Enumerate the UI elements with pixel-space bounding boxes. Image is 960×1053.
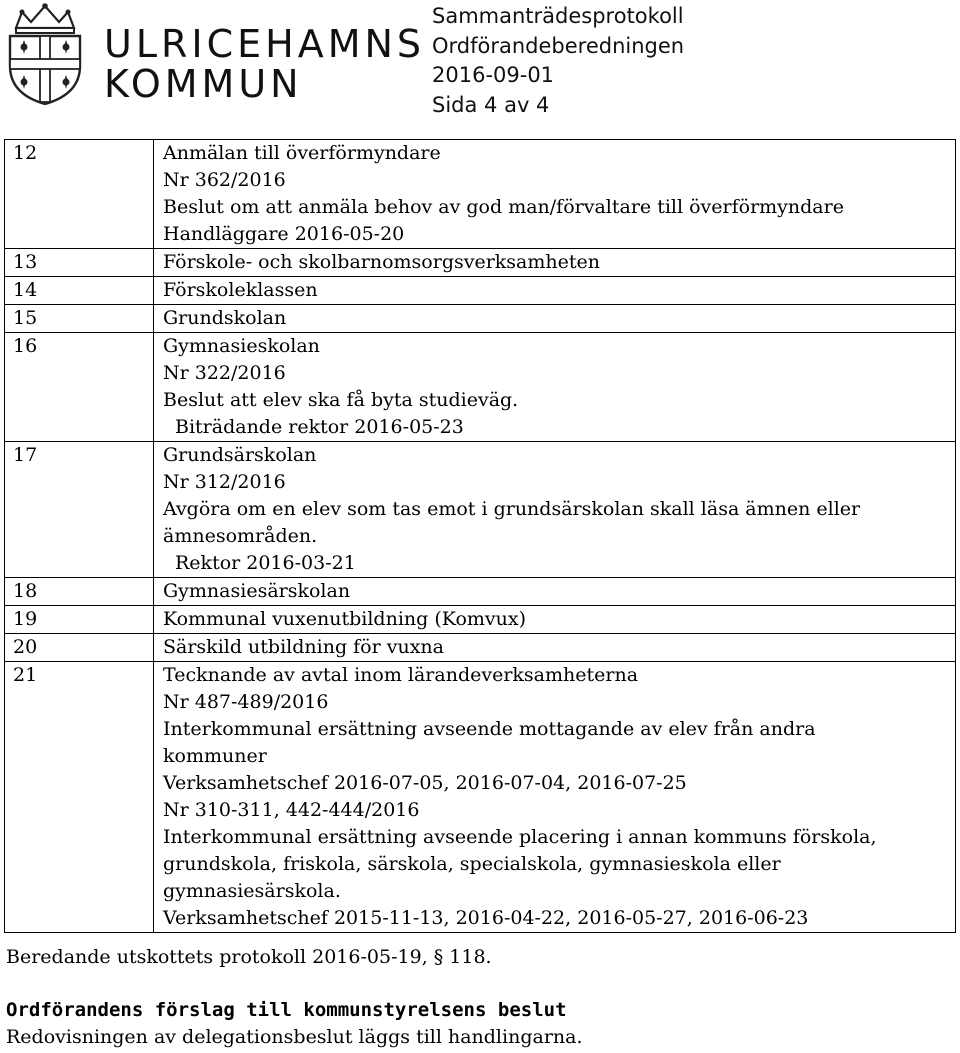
row-detail-line: kommuner <box>163 745 267 767</box>
proposal-text: Redovisningen av delegationsbeslut läggs till handlingarna. <box>6 1026 583 1048</box>
table-row <box>5 305 956 333</box>
row-title: Gymnasieskolan <box>163 335 320 357</box>
table-row <box>5 578 956 606</box>
table-row <box>5 634 956 662</box>
row-description <box>154 442 956 578</box>
table-row <box>5 662 956 933</box>
delegation-table <box>4 139 956 933</box>
document-meta <box>432 2 684 120</box>
row-detail-line: Interkommunal ersättning avseende placering i annan kommuns förskola, <box>163 826 877 848</box>
row-number: 14 <box>5 277 154 305</box>
row-detail-line: ämnesområden. <box>163 525 318 547</box>
preparatory-committee-text: Beredande utskottets protokoll 2016-05-19, § 118. <box>6 946 492 968</box>
proposal-heading: Ordförandens förslag till kommunstyrelsens beslut <box>6 999 567 1021</box>
table-row <box>5 606 956 634</box>
row-description <box>154 634 956 662</box>
municipality-crest-icon <box>2 2 88 106</box>
row-detail-line: Verksamhetschef 2016-07-05, 2016-07-04, 2016-07-25 <box>163 772 687 794</box>
table-row <box>5 140 956 249</box>
protocol-title: Sammanträdesprotokoll <box>432 4 684 28</box>
row-number: 13 <box>5 249 154 277</box>
row-number: 19 <box>5 606 154 634</box>
logo-line-2: KOMMUN <box>104 62 303 106</box>
row-detail-line: Verksamhetschef 2015-11-13, 2016-04-22, 2016-05-27, 2016-06-23 <box>163 907 809 929</box>
row-description <box>154 662 956 933</box>
row-description <box>154 249 956 277</box>
table-row <box>5 333 956 442</box>
row-detail-line: Nr 487-489/2016 <box>163 691 329 713</box>
row-title: Kommunal vuxenutbildning (Komvux) <box>163 608 526 630</box>
table-row <box>5 277 956 305</box>
row-detail-line: Nr 310-311, 442-444/2016 <box>163 799 420 821</box>
logo-line-1: ULRICEHAMNS <box>104 22 426 66</box>
row-detail-line: Rektor 2016-03-21 <box>175 552 356 574</box>
row-description <box>154 578 956 606</box>
row-number: 12 <box>5 140 154 249</box>
delegation-table-body <box>5 140 956 933</box>
table-row <box>5 442 956 578</box>
row-title: Gymnasiesärskolan <box>163 580 351 602</box>
row-detail-line: Beslut om att anmäla behov av god man/förvaltare till överförmyndare <box>163 196 844 218</box>
row-detail-line: Nr 312/2016 <box>163 471 286 493</box>
row-detail-line: Avgöra om en elev som tas emot i grundsärskolan skall läsa ämnen eller <box>163 498 861 520</box>
row-title: Tecknande av avtal inom lärandeverksamheterna <box>163 664 639 686</box>
row-title: Grundsärskolan <box>163 444 317 466</box>
row-detail-line: Beslut att elev ska få byta studieväg. <box>163 389 519 411</box>
municipality-logo-text <box>104 24 425 104</box>
row-number: 15 <box>5 305 154 333</box>
meeting-date: 2016-09-01 <box>432 63 555 87</box>
row-number: 16 <box>5 333 154 442</box>
committee-name: Ordförandeberedningen <box>432 33 685 58</box>
row-description <box>154 333 956 442</box>
row-title: Grundskolan <box>163 307 287 329</box>
row-number: 20 <box>5 634 154 662</box>
row-title: Förskoleklassen <box>163 279 318 301</box>
table-row <box>5 249 956 277</box>
row-description <box>154 606 956 634</box>
page-header <box>0 0 960 130</box>
row-detail-line: Interkommunal ersättning avseende mottagande av elev från andra <box>163 718 816 740</box>
row-detail-line: Nr 362/2016 <box>163 169 286 191</box>
row-number: 17 <box>5 442 154 578</box>
row-description <box>154 277 956 305</box>
row-detail-line: gymnasiesärskola. <box>163 880 341 902</box>
page-indicator: Sida 4 av 4 <box>432 92 550 117</box>
row-title: Anmälan till överförmyndare <box>163 142 441 164</box>
row-number: 18 <box>5 578 154 606</box>
row-title: Förskole- och skolbarnomsorgsverksamheten <box>163 251 600 273</box>
row-detail-line: Handläggare 2016-05-20 <box>163 223 405 245</box>
row-title: Särskild utbildning för vuxna <box>163 636 444 658</box>
row-detail-line: grundskola, friskola, särskola, specialskola, gymnasieskola eller <box>163 853 781 875</box>
row-detail-line: Biträdande rektor 2016-05-23 <box>175 416 464 438</box>
row-description <box>154 305 956 333</box>
row-description <box>154 140 956 249</box>
row-number: 21 <box>5 662 154 933</box>
row-detail-line: Nr 322/2016 <box>163 362 286 384</box>
